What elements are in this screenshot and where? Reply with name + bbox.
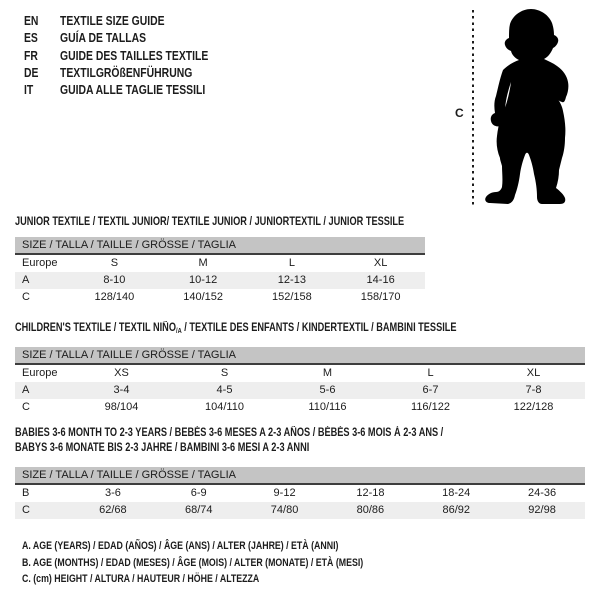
size-table-children [15,347,585,416]
language-code: DE [24,65,39,81]
babies-table-title [15,426,550,456]
table-row [15,289,425,306]
footnotes [22,538,449,588]
legend-row [24,12,245,29]
language-legend [24,12,245,98]
value-cell: 12-13 [277,274,306,286]
size-header-band [15,467,585,485]
table-title-line: BABIES 3-6 MONTH TO 2-3 YEARS / BEBÉS 3-6 MESES A 2-3 AÑOS / BÉBÉS 3-6 MOIS À 2-3 ANS / [15,427,444,439]
table-row [15,365,585,382]
baby-silhouette [478,4,588,212]
value-cell: 152/158 [271,291,312,303]
value-cell: 68/74 [184,504,213,516]
row-label: C [22,291,30,303]
value-cell: S [220,367,229,379]
value-cell: 128/140 [94,291,135,303]
value-cell: 74/80 [270,504,299,516]
table-row [15,485,585,502]
table-rows [15,365,585,416]
value-cell: XS [114,367,129,379]
legend-row [24,81,245,98]
legend-row [24,64,245,81]
value-cell: M [198,257,208,269]
value-cell: 6-7 [422,384,439,396]
value-cell: M [322,367,333,379]
value-cell: 110/116 [308,401,347,413]
value-cell: 104/110 [205,401,244,413]
table-row [15,255,425,272]
value-cell: 140/152 [183,291,223,303]
value-cell: 6-9 [190,487,207,499]
row-label: B [22,487,30,499]
value-cell: 8-10 [103,274,126,286]
row-label: A [22,274,30,286]
language-label: GUÍA DE TALLAS [60,30,147,46]
value-cell: L [288,257,295,269]
value-cell: L [427,367,434,379]
value-cell: 9-12 [273,487,296,499]
row-label: Europe [22,367,58,379]
row-label: C [22,504,30,516]
value-cell: 122/128 [513,401,554,413]
language-label: GUIDE DES TAILLES TEXTILE [60,47,209,63]
value-cell: 12-18 [356,487,385,499]
junior-table-title [15,215,501,230]
table-row [15,382,585,399]
value-cell: 92/98 [528,504,556,516]
value-cell: 5-6 [319,384,336,396]
row-label: A [22,384,30,396]
language-code: FR [24,47,38,63]
size-table-junior [15,237,425,306]
size-table-babies [15,467,585,519]
table-title-line: BABYS 3-6 MONATE BIS 2-3 JAHRE / BAMBINI 3-6 MESI A 2-3 ANNI [15,442,310,454]
value-cell: 4-5 [216,384,233,396]
language-label: GUIDA ALLE TAGLIE TESSILI [60,82,206,98]
value-cell: 86/92 [442,504,470,516]
table-title-line: JUNIOR TEXTILE / TEXTIL JUNIOR/ TEXTILE JUNIOR / JUNIORTEXTIL / JUNIOR TESSILE [15,216,405,228]
size-header-label: SIZE / TALLA / TAILLE / GRÖSSE / TAGLIA [22,239,236,251]
value-cell: 80/86 [356,504,385,516]
footnote-a: A. AGE (YEARS) / EDAD (AÑOS) / ÂGE (ANS) / ALTER (JAHRE) / ETÀ (ANNI) [22,540,339,552]
value-cell: 62/68 [99,504,127,516]
value-cell: 3-6 [104,487,121,499]
table-title-line: CHILDREN'S TEXTILE / TEXTIL $NIÑO_{/A}$ / TEXTILE DES ENFANTS / KINDERTEXTIL / BAMBINI TESSILE [15,322,457,335]
size-header-label: SIZE / TALLA / TAILLE / GRÖSSE / TAGLIA [22,469,236,481]
footnote-c: C. (cm) HEIGHT / ALTURA / HAUTEUR / HÖHE / ALTEZZA [22,573,260,585]
legend-row [24,47,245,64]
footnote-b: B. AGE (MONTHS) / EDAD (MESES) / ÂGE (MOIS) / ALTER (MONATE) / ETÀ (MESI) [22,556,364,569]
value-cell: 3-4 [113,384,130,396]
table-row [15,272,425,289]
row-label: Europe [22,257,58,269]
measure-label-c: C [455,106,464,120]
language-code: IT [24,82,34,98]
height-measure-dotted-line [472,10,474,208]
value-cell: 116/122 [411,401,450,413]
language-label: TEXTILE SIZE GUIDE [60,13,165,29]
value-cell: 10-12 [189,274,218,286]
size-header-band [15,237,425,255]
row-label: C [22,401,30,413]
value-cell: 158/170 [360,291,401,303]
size-header-band [15,347,585,365]
value-cell: 14-16 [366,274,395,286]
value-cell: 24-36 [527,487,557,499]
value-cell: 98/104 [104,401,139,413]
legend-row [24,29,245,46]
table-rows [15,255,425,306]
language-code: ES [24,30,38,46]
value-cell: XL [526,367,541,379]
language-label: TEXTILGRÖßENFÜHRUNG [60,65,193,81]
value-cell: 7-8 [525,384,542,396]
table-row [15,399,585,416]
language-code: EN [24,13,39,29]
value-cell: S [110,257,119,269]
children-table-title [15,321,567,339]
size-header-label: SIZE / TALLA / TAILLE / GRÖSSE / TAGLIA [22,349,236,361]
value-cell: XL [373,257,388,269]
value-cell: 18-24 [442,487,471,499]
table-rows [15,485,585,519]
table-row [15,502,585,519]
